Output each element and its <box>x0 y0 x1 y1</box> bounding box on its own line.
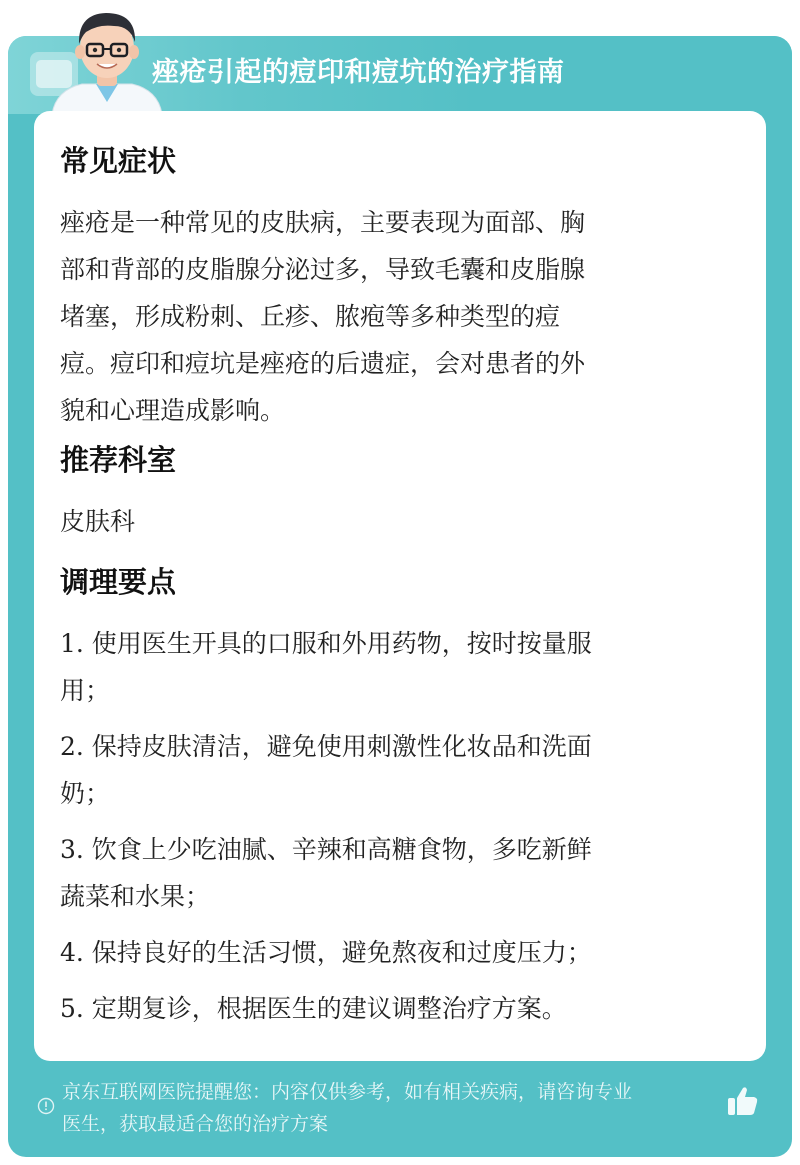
info-icon <box>37 1097 55 1115</box>
list-item-text: 蔬菜和水果； <box>60 882 211 911</box>
list-item-number: 4. <box>60 938 84 967</box>
footer-disclaimer <box>62 1076 732 1140</box>
list-item <box>60 985 730 1032</box>
list-item <box>60 620 730 714</box>
list-item-text: 保持良好的生活习惯，避免熬夜和过度压力； <box>83 938 592 967</box>
symptoms-line: 堵塞，形成粉刺、丘疹、脓疱等多种类型的痘 <box>60 302 561 331</box>
symptoms-heading: 常见症状 <box>60 144 177 178</box>
care-heading: 调理要点 <box>60 565 177 599</box>
page-title: 痤疮引起的痘印和痘坑的治疗指南 <box>152 57 565 88</box>
list-item-text: 定期复诊，根据医生的建议调整治疗方案。 <box>83 994 567 1023</box>
footer-line: 京东互联网医院提醒您：内容仅供参考，如有相关疾病，请咨询专业 <box>62 1081 633 1103</box>
list-item-number: 2. <box>60 732 84 761</box>
list-item-number: 5. <box>60 994 84 1023</box>
department-text: 皮肤科 <box>60 507 136 536</box>
symptoms-line: 痘。痘印和痘坑是痤疮的后遗症，会对患者的外 <box>60 349 586 378</box>
list-item <box>60 826 730 920</box>
list-item-text: 奶； <box>60 779 111 808</box>
symptoms-paragraph <box>60 199 730 434</box>
symptoms-line: 部和背部的皮脂腺分泌过多，导致毛囊和皮脂腺 <box>60 255 586 284</box>
symptoms-line: 貌和心理造成影响。 <box>60 396 286 425</box>
list-item-number: 3. <box>60 835 84 864</box>
footer-line: 医生，获取最适合您的治疗方案 <box>62 1113 329 1135</box>
list-item-text: 使用医生开具的口服和外用药物，按时按量服 <box>83 629 592 658</box>
department-value <box>60 498 730 545</box>
thumbs-up-icon[interactable] <box>724 1083 760 1119</box>
symptoms-line: 痤疮是一种常见的皮肤病，主要表现为面部、胸 <box>60 208 586 237</box>
department-heading: 推荐科室 <box>60 443 177 477</box>
list-item-text: 用； <box>60 676 111 705</box>
list-item-text: 饮食上少吃油腻、辛辣和高糖食物，多吃新鲜 <box>83 835 592 864</box>
list-item-number: 1. <box>60 629 84 658</box>
list-item <box>60 723 730 817</box>
list-item-text: 保持皮肤清洁，避免使用刺激性化妆品和洗面 <box>83 732 592 761</box>
care-list <box>60 620 730 1032</box>
list-item <box>60 929 730 976</box>
